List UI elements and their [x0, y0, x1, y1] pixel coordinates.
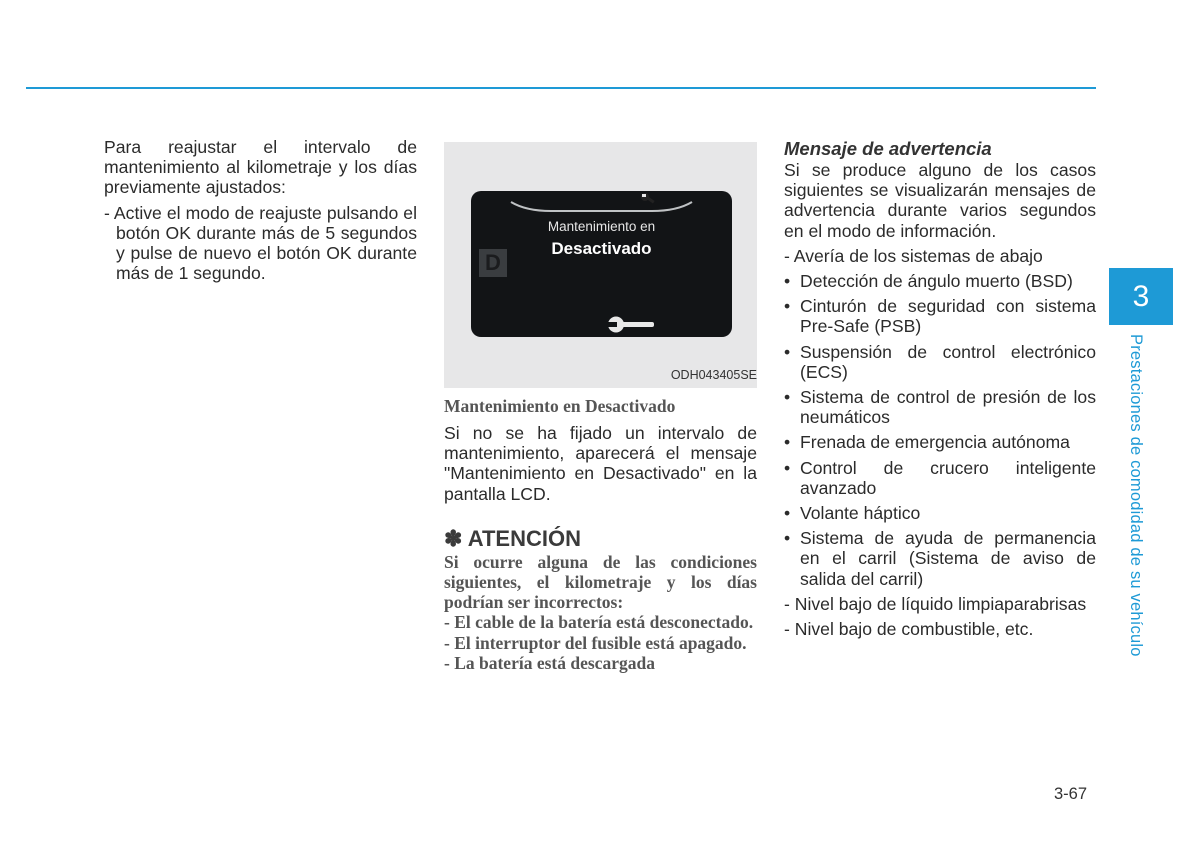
- warning-subheading: - Avería de los sistemas de abajo: [784, 245, 1043, 266]
- list-item: • Sistema de ayuda de permanencia en el carril (Sistema de aviso de salida del carril): [784, 528, 1096, 589]
- list-item: • Detección de ángulo muerto (BSD): [784, 271, 1073, 292]
- column-1: [104, 137, 417, 283]
- deactivated-description: Si no se ha fijado un intervalo de mantenimiento, aparecerá el mensaje "Mantenimiento en Desactivado" en la pantalla LCD.: [444, 423, 757, 504]
- chapter-label: Prestaciones de comodidad de su vehículo: [1127, 334, 1145, 657]
- section-title: Mensaje de advertencia: [784, 138, 992, 159]
- attention-item: - El cable de la batería está desconectado.: [444, 612, 754, 633]
- lcd-screen: [471, 191, 732, 337]
- screen-top-arc: [471, 199, 732, 215]
- chapter-tab: 3: [1109, 268, 1173, 325]
- column-3: [784, 138, 1096, 639]
- gear-indicator: D: [479, 249, 507, 277]
- warning-intro: Si se produce alguno de los casos siguientes se visualizarán mensajes de advertencia durante varios segundos en el modo de información.: [784, 160, 1096, 241]
- bullet-icon: •: [784, 503, 791, 524]
- page-number: 3-67: [1054, 785, 1088, 803]
- service-wrench-icon: [640, 192, 656, 206]
- attention-item: - El interruptor del fusible está apagado.: [444, 632, 747, 653]
- bullet-icon: •: [784, 271, 791, 292]
- wrench-icon: [606, 312, 656, 336]
- dash-list-item: - Nivel bajo de combustible, etc.: [784, 619, 1034, 640]
- bullet-icon: •: [784, 341, 791, 362]
- bullet-icon: •: [784, 432, 791, 453]
- cluster-figure: [444, 142, 757, 388]
- list-item: • Sistema de control de presión de los neumáticos: [784, 387, 1096, 428]
- bullet-icon: •: [784, 457, 791, 478]
- bullet-icon: •: [784, 296, 791, 317]
- attention-intro: Si ocurre alguna de las condiciones siguientes, el kilometraje y los días podrían ser incorrectos:: [444, 551, 757, 613]
- list-item: • Suspensión de control electrónico (ECS): [784, 341, 1096, 382]
- dash-list-item: - Nivel bajo de líquido limpiaparabrisas: [784, 593, 1087, 614]
- attention-box: [444, 552, 757, 673]
- reset-intro: Para reajustar el intervalo de mantenimiento al kilometraje y los días previamente ajustados:: [104, 137, 417, 198]
- bullet-icon: •: [784, 528, 791, 549]
- attention-item: - La batería está descargada: [444, 652, 655, 673]
- screen-message-line1: Mantenimiento en: [547, 219, 656, 234]
- list-item: • Volante háptico: [784, 503, 921, 524]
- figure-caption: Mantenimiento en Desactivado: [444, 396, 676, 416]
- list-item: • Cinturón de seguridad con sistema Pre-Safe (PSB): [784, 296, 1096, 337]
- reset-step: - Active el modo de reajuste pulsando el botón OK durante más de 5 segundos y pulse de nuevo el botón OK durante más de 1 segundo.: [104, 202, 417, 284]
- attention-heading: ✽ ATENCIÓN: [444, 525, 581, 551]
- list-item: • Frenada de emergencia autónoma: [784, 432, 1070, 453]
- bullet-icon: •: [784, 387, 791, 408]
- column-2: [444, 142, 757, 673]
- screen-message-line2: Desactivado: [551, 239, 652, 258]
- list-item: • Control de crucero inteligente avanzado: [784, 457, 1096, 498]
- figure-code: ODH043405SE: [670, 367, 757, 382]
- header-rule: [26, 87, 1096, 89]
